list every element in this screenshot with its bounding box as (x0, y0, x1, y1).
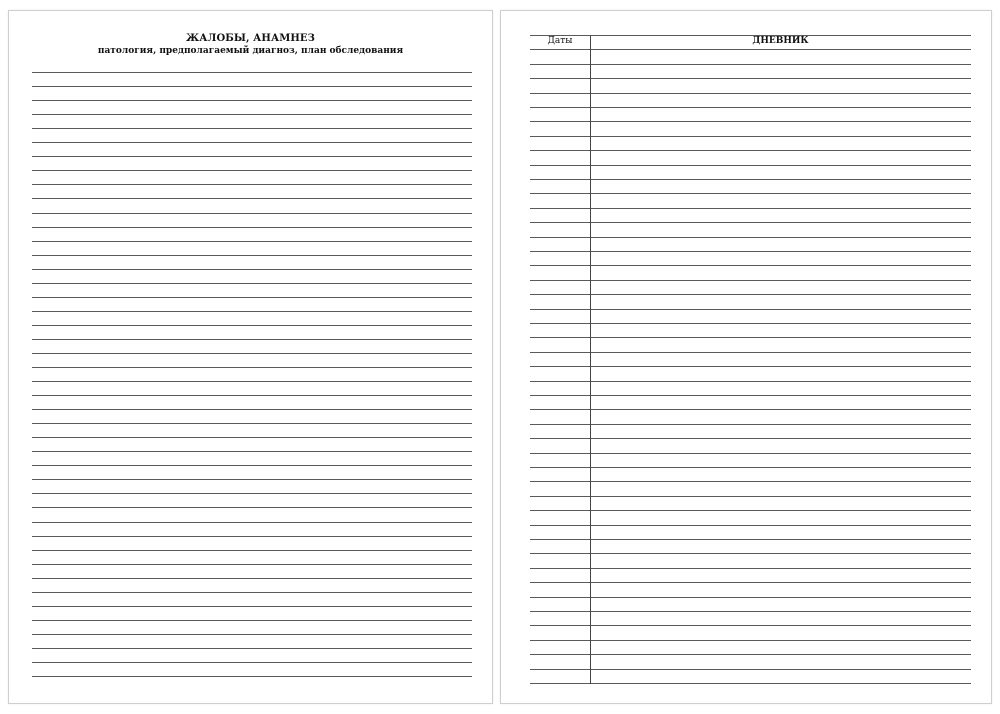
right-page (500, 10, 992, 704)
complaints-anamnesis-subtitle: патология, предполагаемый диагноз, план обследования (97, 46, 404, 56)
dates-column-divider (590, 35, 591, 684)
writing-line (32, 227, 472, 228)
diary-row-line (530, 352, 971, 353)
diary-row-line (530, 136, 971, 137)
writing-line (32, 423, 472, 424)
diary-row-line (530, 78, 971, 79)
writing-line (32, 86, 472, 87)
writing-line (32, 255, 472, 256)
diary-table (530, 35, 971, 684)
diary-row-line (530, 64, 971, 65)
diary-row-line (530, 237, 971, 238)
diary-row-line (530, 193, 971, 194)
diary-row-line (530, 582, 971, 583)
writing-line (32, 592, 472, 593)
diary-row-line (530, 438, 971, 439)
diary-row-line (530, 121, 971, 122)
diary-row-line (530, 222, 971, 223)
writing-line (32, 507, 472, 508)
writing-line (32, 170, 472, 171)
diary-row-line (530, 294, 971, 295)
diary-row-line (530, 510, 971, 511)
diary-row-line (530, 553, 971, 554)
diary-row-line (530, 568, 971, 569)
diary-row-line (530, 625, 971, 626)
diary-row-line (530, 208, 971, 209)
diary-row-line (530, 179, 971, 180)
diary-row-line (530, 496, 971, 497)
writing-lines (32, 11, 472, 703)
diary-row-line (530, 597, 971, 598)
writing-line (32, 283, 472, 284)
writing-line (32, 437, 472, 438)
diary-rows (530, 35, 971, 684)
diary-row-line (530, 395, 971, 396)
diary-row-line (530, 525, 971, 526)
writing-line (32, 550, 472, 551)
diary-row-line (530, 107, 971, 108)
writing-line (32, 114, 472, 115)
writing-line (32, 353, 472, 354)
diary-row-line (530, 424, 971, 425)
diary-row-line (530, 251, 971, 252)
writing-line (32, 676, 472, 677)
writing-line (32, 536, 472, 537)
writing-line (32, 128, 472, 129)
writing-line (32, 100, 472, 101)
writing-line (32, 451, 472, 452)
writing-line (32, 241, 472, 242)
writing-line (32, 213, 472, 214)
diary-column-header: ДНЕВНИК (752, 36, 809, 46)
diary-row-line (530, 654, 971, 655)
diary-row-line (530, 165, 971, 166)
diary-row-line (530, 265, 971, 266)
writing-line (32, 311, 472, 312)
writing-line (32, 578, 472, 579)
writing-line (32, 142, 472, 143)
writing-line (32, 297, 472, 298)
writing-line (32, 395, 472, 396)
diary-row-line (530, 640, 971, 641)
complaints-anamnesis-title: ЖАЛОБЫ, АНАМНЕЗ (186, 33, 315, 44)
diary-row-line (530, 309, 971, 310)
writing-line (32, 381, 472, 382)
diary-row-line (530, 669, 971, 670)
writing-line (32, 634, 472, 635)
writing-line (32, 367, 472, 368)
writing-line (32, 564, 472, 565)
writing-line (32, 198, 472, 199)
writing-line (32, 479, 472, 480)
writing-line (32, 493, 472, 494)
writing-line (32, 620, 472, 621)
diary-row-line (530, 337, 971, 338)
writing-line (32, 522, 472, 523)
diary-row-line (530, 467, 971, 468)
diary-row-line (530, 323, 971, 324)
writing-line (32, 325, 472, 326)
left-page (8, 10, 493, 704)
writing-line (32, 269, 472, 270)
diary-top-rule (530, 35, 971, 36)
writing-line (32, 662, 472, 663)
diary-row-line (530, 453, 971, 454)
writing-line (32, 465, 472, 466)
writing-line (32, 339, 472, 340)
writing-line (32, 72, 472, 73)
diary-row-line (530, 150, 971, 151)
diary-row-line (530, 611, 971, 612)
writing-line (32, 606, 472, 607)
diary-row-line (530, 366, 971, 367)
diary-row-line (530, 381, 971, 382)
diary-row-line (530, 280, 971, 281)
diary-row-line (530, 481, 971, 482)
diary-row-line (530, 93, 971, 94)
writing-line (32, 648, 472, 649)
diary-row-line (530, 539, 971, 540)
dates-column-header: Даты (547, 36, 573, 46)
diary-row-line (530, 409, 971, 410)
writing-line (32, 156, 472, 157)
writing-line (32, 184, 472, 185)
diary-row-line (530, 49, 971, 50)
writing-line (32, 409, 472, 410)
diary-row-line (530, 683, 971, 684)
